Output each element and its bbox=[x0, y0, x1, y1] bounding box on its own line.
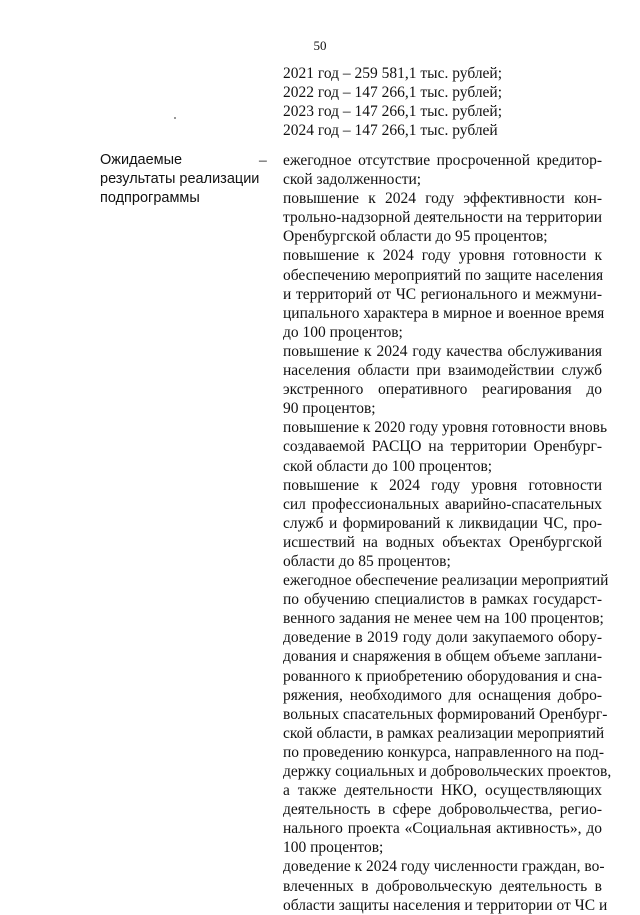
label-line: результаты реализации bbox=[100, 171, 260, 187]
result-line: ской области до 100 процентов; bbox=[283, 457, 493, 475]
result-line: области до 85 процентов; bbox=[283, 552, 451, 570]
result-line: трольно-надзорной деятельности на территории bbox=[283, 209, 603, 227]
result-line: повышение к 2024 году уровня готовности к bbox=[283, 247, 602, 265]
result-line: ряжения, необходимого для оснащения добро- bbox=[283, 686, 602, 704]
page-number: 50 bbox=[313, 38, 327, 53]
result-line: до 100 процентов; bbox=[283, 323, 403, 341]
funding-line: 2022 год – 147 266,1 тыс. рублей; bbox=[283, 84, 503, 101]
result-line: обеспечению мероприятий по защите населения bbox=[283, 266, 604, 284]
result-line: области защиты населения и территории от ЧС и bbox=[283, 896, 608, 914]
result-line: и территорий от ЧС регионального и межмуни- bbox=[283, 285, 602, 303]
label-line: Ожидаемые bbox=[100, 152, 183, 168]
result-line: служб и формирований к ликвидации ЧС, про- bbox=[283, 514, 602, 532]
result-line: Оренбургской области до 95 процентов; bbox=[283, 228, 548, 246]
result-line: 100 процентов; bbox=[283, 839, 384, 857]
result-line: держку социальных и добровольческих проектов, bbox=[283, 763, 612, 780]
result-line: 90 процентов; bbox=[283, 400, 376, 418]
result-line: деятельность в сфере добровольчества, регио- bbox=[283, 801, 602, 819]
result-line: исшествий на водных объектах Оренбургской bbox=[283, 533, 602, 551]
result-line: рованного к приобретению оборудования и сна- bbox=[283, 667, 602, 685]
result-line: по проведению конкурса, направленного на под- bbox=[283, 743, 604, 761]
result-line: повышение к 2020 году уровня готовности вновь bbox=[283, 419, 608, 437]
section-label bbox=[100, 151, 260, 208]
funding-amounts bbox=[283, 64, 603, 140]
result-line: ской задолженности; bbox=[283, 171, 422, 189]
result-line: а также деятельности НКО, осуществляющих bbox=[283, 782, 602, 800]
funding-line: 2024 год – 147 266,1 тыс. рублей bbox=[283, 122, 498, 139]
funding-line: 2023 год – 147 266,1 тыс. рублей; bbox=[283, 103, 503, 120]
scan-speck bbox=[174, 117, 176, 119]
result-line: доведение в 2019 году доли закупаемого обору- bbox=[283, 629, 602, 647]
result-line: ской области, в рамках реализации мероприятий bbox=[283, 724, 605, 742]
result-line: ежегодное обеспечение реализации мероприятий bbox=[283, 572, 609, 590]
result-line: влеченных в добровольческую деятельность в bbox=[283, 877, 602, 895]
result-line: сил профессиональных аварийно-спасательных bbox=[283, 495, 602, 513]
result-line: населения области при взаимодействии служб bbox=[283, 362, 602, 380]
expected-results-text bbox=[283, 151, 612, 915]
result-line: ежегодное отсутствие просроченной кредитор- bbox=[283, 152, 602, 169]
result-line: создаваемой РАСЦО на территории Оренбург- bbox=[283, 438, 602, 456]
result-line: доведение к 2024 году численности граждан, во- bbox=[283, 858, 605, 876]
result-line: повышение к 2024 году качества обслуживания bbox=[283, 342, 602, 360]
result-line: ципального характера в мирное и военное время bbox=[283, 304, 605, 322]
result-line: повышение к 2024 году эффективности кон- bbox=[283, 190, 602, 208]
funding-line: 2021 год – 259 581,1 тыс. рублей; bbox=[283, 65, 503, 82]
label-line: подпрограммы bbox=[100, 190, 200, 206]
result-line: нального проекта «Социальная активность», до bbox=[283, 820, 602, 838]
result-line: повышение к 2024 году уровня готовности bbox=[283, 476, 602, 494]
label-dash: – bbox=[259, 152, 267, 169]
result-line: вольных спасательных формирований Оренбург- bbox=[283, 705, 608, 723]
result-line: дования и снаряжения в общем объеме заплани- bbox=[283, 648, 602, 666]
result-line: экстренного оперативного реагирования до bbox=[283, 381, 602, 399]
result-line: венного задания не менее чем на 100 процентов; bbox=[283, 610, 604, 628]
result-line: по обучению специалистов в рамках государст- bbox=[283, 591, 602, 609]
